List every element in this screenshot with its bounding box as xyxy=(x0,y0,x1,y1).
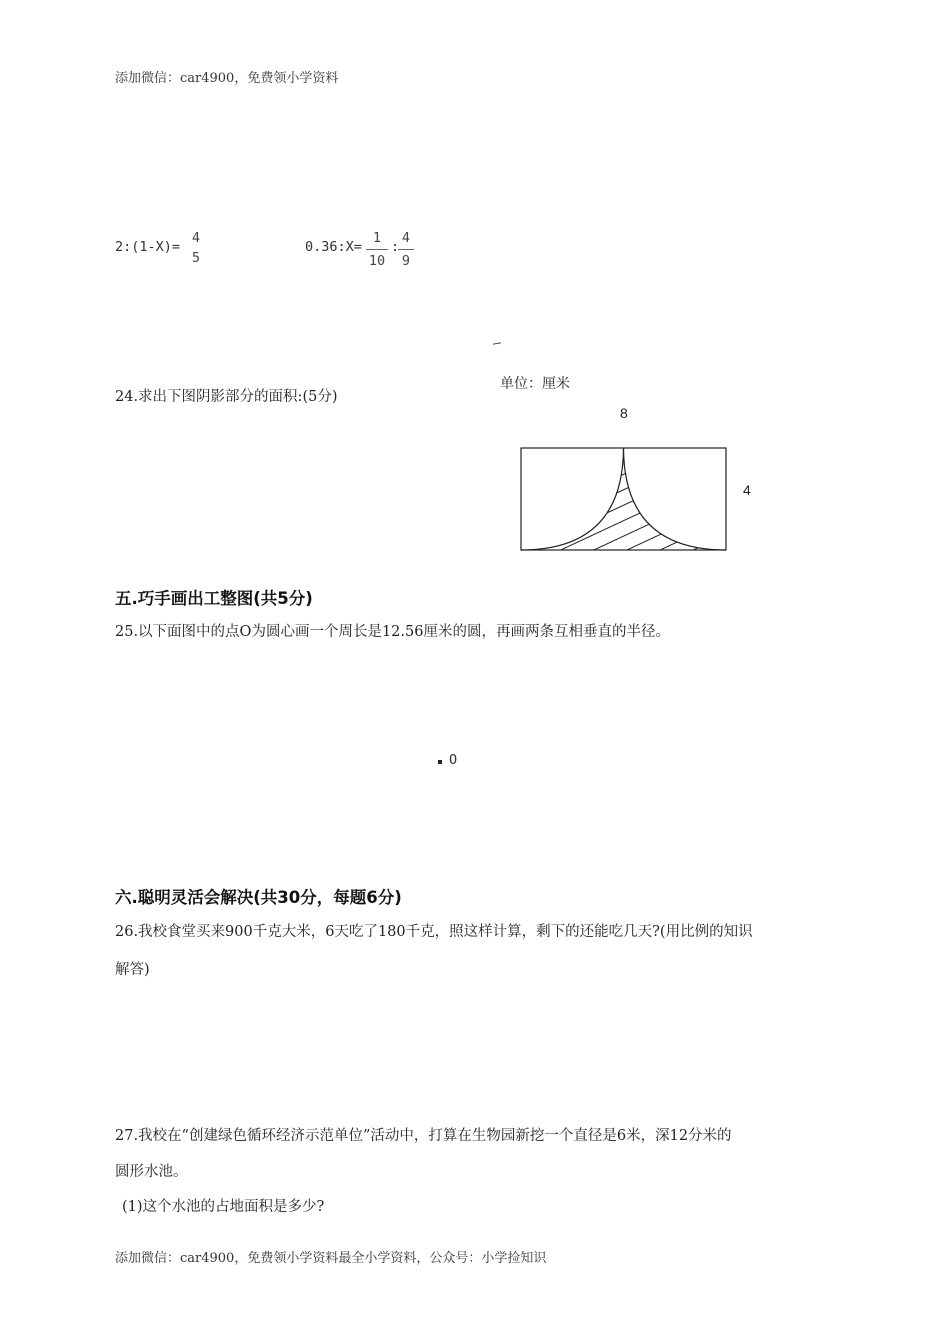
stray-mark xyxy=(493,342,501,344)
figure-width-label: 8 xyxy=(620,405,628,421)
section-6-title: 六.聪明灵活会解决(共30分，每题6分) xyxy=(115,888,402,907)
question-27-line-1: 27.我校在“创建绿色循环经济示范单位”活动中，打算在生物园新挖一个直径是6米，深12分米的 xyxy=(115,1128,732,1144)
equation-1-fraction xyxy=(188,228,204,268)
center-point-dot xyxy=(438,760,442,764)
fraction-denominator: 10 xyxy=(368,253,386,269)
equation-2-fraction-1 xyxy=(366,228,388,271)
question-27-line-2: 圆形水池。 xyxy=(115,1164,188,1180)
fraction-bar xyxy=(366,249,388,250)
ratio-separator: : xyxy=(391,239,400,255)
fraction-bar xyxy=(398,249,414,250)
equation-2-left: 0.36:X= xyxy=(305,239,362,255)
fraction-numerator: 4 xyxy=(191,230,201,246)
page-header: 添加微信：car4900，免费领小学资料 xyxy=(115,71,339,86)
fraction-numerator: 1 xyxy=(372,230,382,246)
fraction-denominator: 9 xyxy=(401,253,411,269)
equation-2-fraction-2 xyxy=(398,228,414,271)
equation-1-left: 2:(1-X)= xyxy=(115,239,181,255)
question-24: 24.求出下图阴影部分的面积:(5分) xyxy=(115,389,338,405)
question-26-line-2: 解答) xyxy=(115,962,150,978)
question-26-line-1: 26.我校食堂买来900千克大米，6天吃了180千克，照这样计算，剩下的还能吃几天?(用比例的知识 xyxy=(115,924,753,940)
fraction-denominator: 5 xyxy=(191,250,201,266)
center-point-label: O xyxy=(449,752,458,768)
figure-height-label: 4 xyxy=(743,482,751,498)
fraction-numerator: 4 xyxy=(401,230,411,246)
shaded-region xyxy=(521,448,726,550)
page-footer: 添加微信：car4900，免费领小学资料最全小学资料，公众号：小学捡知识 xyxy=(115,1251,547,1266)
section-5-title: 五.巧手画出工整图(共5分) xyxy=(115,589,313,608)
unit-label: 单位：厘米 xyxy=(500,375,570,391)
shaded-area-figure xyxy=(515,440,735,560)
question-25: 25.以下面图中的点O为圆心画一个周长是12.56厘米的圆，再画两条互相垂直的半径。 xyxy=(115,624,670,640)
question-27-sub-1: (1)这个水池的占地面积是多少? xyxy=(122,1199,325,1215)
